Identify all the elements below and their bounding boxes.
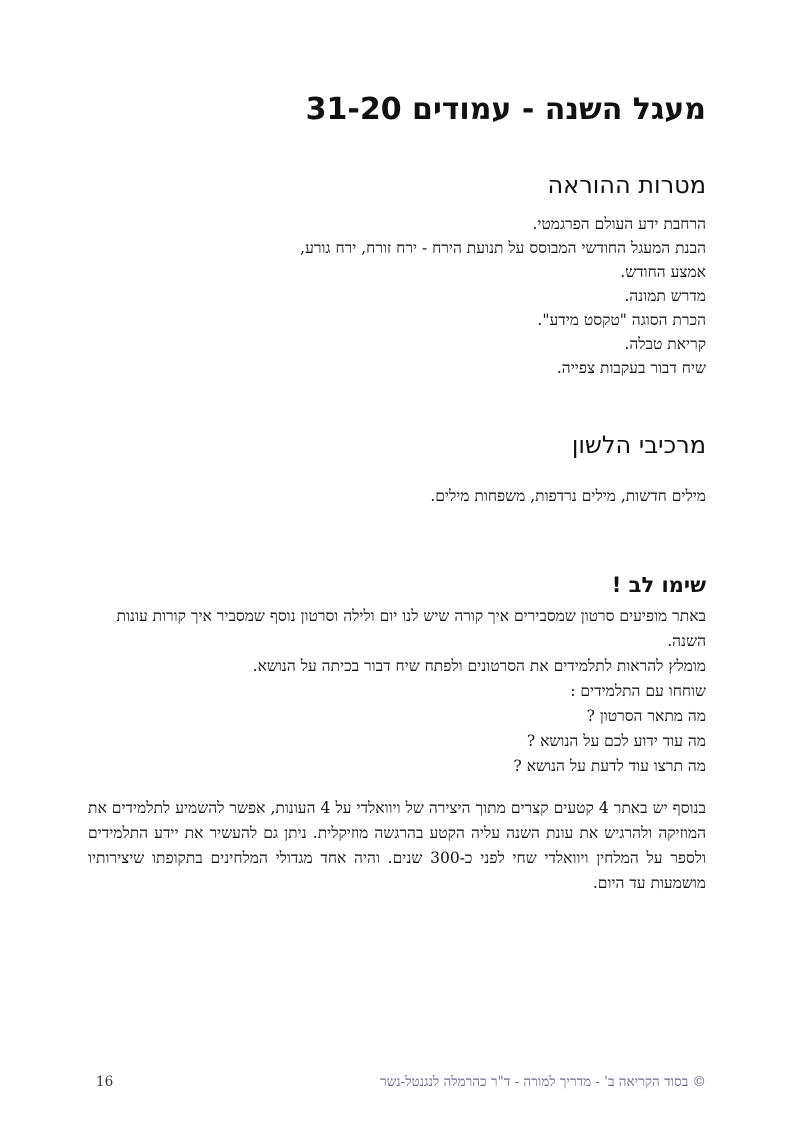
language-heading: מרכיבי הלשון	[571, 431, 706, 459]
discussion-question: מה תרצו עוד לדעת על הנושא ?	[513, 757, 706, 775]
attention-heading: שימו לב !	[611, 573, 706, 597]
discussion-lead: שוחחו עם התלמידים :	[570, 682, 706, 700]
goals-list-item: הבנת המעגל החודשי המבוסס על תנועת הירח - ירח זורח, ירח גורע,	[300, 239, 706, 257]
goals-list-item: הרחבת ידע העולם הפרגמטי.	[532, 215, 706, 233]
discussion-question: מה מתאר הסרטון ?	[586, 707, 706, 725]
goals-list-item: אמצע החודש.	[620, 263, 706, 281]
goals-list-item: מדרש תמונה.	[624, 287, 706, 305]
footer-credit: © בסוד הקריאה ב' - מדריך למורה - ד"ר כהרמלה לנגנטל-נשר	[380, 1074, 706, 1090]
page-footer	[96, 1074, 706, 1096]
page-number: 16	[96, 1074, 114, 1090]
page-title: מעגל השנה - עמודים 31-20	[305, 92, 706, 127]
language-text: מילים חדשות, מילים נרדפות, משפחות מילים.	[430, 487, 706, 505]
discussion-question: מה עוד ידוע לכם על הנושא ?	[526, 732, 706, 750]
goals-list-item: שיח דבור בעקבות צפייה.	[556, 359, 706, 377]
goals-heading: מטרות ההוראה	[547, 171, 706, 199]
goals-list-item: קריאת טבלה.	[624, 335, 706, 353]
discussion-questions	[88, 704, 706, 779]
attention-intro: באתר מופיעים סרטון שמסבירים איך קורה שיש לנו יום ולילה וסרטון נוסף שמסביר איך קורות עונות השנה.	[116, 607, 706, 650]
goals-list	[300, 212, 706, 380]
attention-recommendation: מומלץ להראות לתלמידים את הסרטונים ולפתח שיח דבור בכיתה על הנושא.	[252, 657, 706, 675]
attention-block	[88, 604, 706, 779]
goals-list-item: הכרת הסוגה "טקסט מידע".	[537, 311, 706, 329]
bonus-paragraph: בנוסף יש באתר 4 קטעים קצרים מתוך היצירה של ויוואלדי על 4 העונות, אפשר להשמיע לתלמידים את המוזיקה ולהרגיש את עונת השנה עליה הקטע בהרגשה מוזיקלית. ניתן גם להעשיר את יידע התלמידים ולספר על המלחין ויוואלדי שחי לפני כ-300 שנים. והיה אחד מגדולי המלחינים בתקופתו שיצירותיו מושמעות עד היום.	[88, 799, 707, 892]
